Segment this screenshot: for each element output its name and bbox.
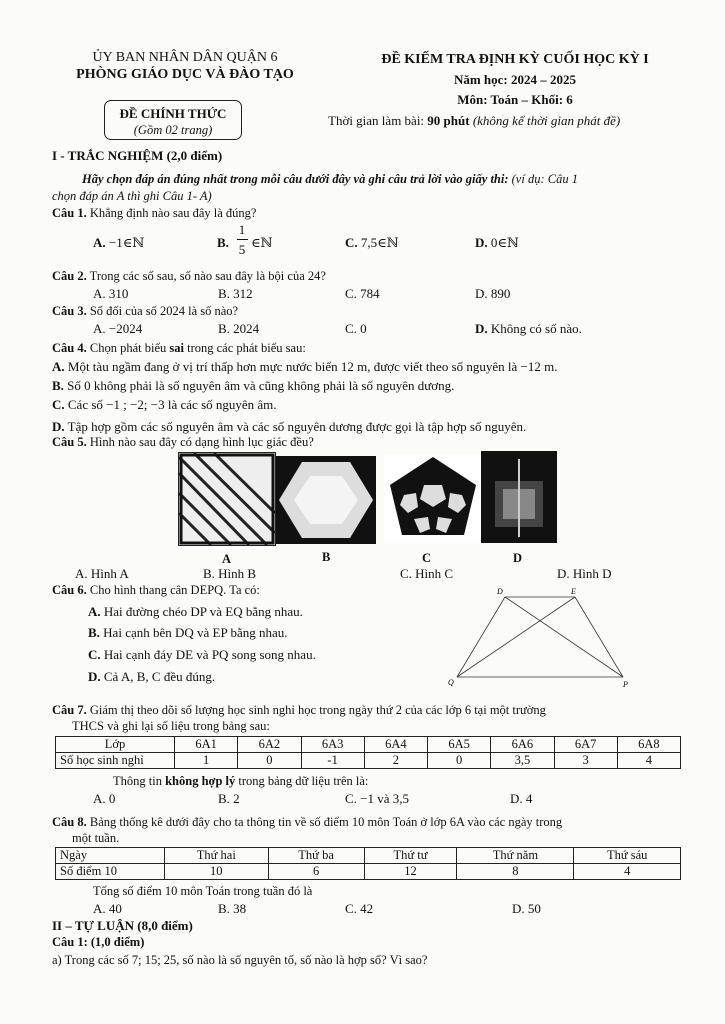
figure-b-caption: B — [322, 550, 331, 564]
q7-option-b: B. 2 — [218, 791, 240, 806]
figure-c-caption: C — [422, 551, 432, 565]
q8-option-b: B. 38 — [218, 901, 247, 916]
table-header-cell: Số điểm 10 — [56, 864, 165, 880]
table-cell: 6A1 — [175, 737, 238, 753]
table-cell: -1 — [301, 753, 364, 769]
q3-stem: Câu 3. Số đối của số 2024 là số nào? — [52, 304, 239, 318]
q6-option-a: A. Hai đường chéo DP và EQ bằng nhau. — [88, 604, 303, 619]
q4-option-d: D. Tập hợp gồm các số nguyên âm và các số nguyên dương được gọi là tập hợp số nguyên. — [52, 419, 527, 434]
q7-prompt: Thông tin không hợp lý trong bảng dữ liệu trên là: — [113, 774, 369, 788]
absence-table — [55, 736, 681, 769]
figure-a-image — [178, 452, 276, 546]
table-header-cell: Số học sinh nghỉ — [56, 753, 175, 769]
table-cell: 6A6 — [491, 737, 554, 753]
table-cell: 6A4 — [364, 737, 427, 753]
department-name: PHÒNG GIÁO DỤC VÀ ĐÀO TẠO — [76, 67, 294, 82]
q3-option-d: D. Không có số nào. — [475, 321, 582, 336]
score-table — [55, 847, 681, 880]
q8-stem: Câu 8. Bảng thống kê dưới đây cho ta thông tin về số điểm 10 môn Toán ở lớp 6A vào các ngày trong — [52, 815, 563, 829]
vertex-q-label: Q — [448, 678, 454, 687]
q5-stem: Câu 5. Hình nào sau đây có dạng hình lục giác đều? — [52, 435, 314, 449]
table-cell: 2 — [364, 753, 427, 769]
authority-name: ỦY BAN NHÂN DÂN QUẬN 6 — [92, 50, 278, 65]
q6-option-b: B. Hai cạnh bên DQ và EP bằng nhau. — [88, 625, 288, 640]
trapezoid-figure — [445, 585, 635, 690]
q5-option-b: B. Hình B — [203, 566, 257, 581]
table-cell: Thứ hai — [165, 848, 269, 864]
q5-option-c: C. Hình C — [400, 566, 454, 581]
q8-prompt: Tổng số điểm 10 môn Toán trong tuần đó là — [93, 884, 313, 898]
table-cell: 6 — [268, 864, 364, 880]
school-year: Năm học: 2024 – 2025 — [453, 72, 577, 87]
table-row — [56, 753, 681, 769]
q4-option-a: A. Một tàu ngầm đang ở vị trí thấp hơn mực nước biển 12 m, được viết theo số nguyên là −12 m. — [52, 359, 558, 374]
table-cell: Thứ sáu — [574, 848, 681, 864]
table-cell: 0 — [428, 753, 491, 769]
q8-option-a: A. 40 — [93, 901, 122, 916]
table-cell: 6A2 — [238, 737, 301, 753]
q7-stem: Câu 7. Giám thị theo dõi số lượng học sinh nghỉ học trong ngày thứ 2 của các lớp 6 tại một trường — [52, 703, 546, 717]
q7-option-a: A. 0 — [93, 791, 116, 806]
table-row — [56, 864, 681, 880]
part1-heading: I - TRẮC NGHIỆM (2,0 điểm) — [52, 148, 223, 163]
pages-note: (Gồm 02 trang) — [133, 123, 213, 137]
subject: Môn: Toán – Khối: 6 — [457, 92, 573, 107]
q3-option-c: C. 0 — [345, 321, 367, 336]
figure-b-image — [276, 456, 376, 544]
table-cell: 6A7 — [554, 737, 617, 753]
table-cell: 4 — [617, 753, 680, 769]
table-row — [56, 737, 681, 753]
q2-option-c: C. 784 — [345, 286, 380, 301]
table-cell: 10 — [165, 864, 269, 880]
table-cell: Thứ năm — [457, 848, 574, 864]
q2-option-d: D. 890 — [475, 286, 511, 301]
vertex-d-label: D — [497, 587, 503, 596]
q2-option-b: B. 312 — [218, 286, 253, 301]
q2-stem: Câu 2. Trong các số sau, số nào sau đây là bội của 24? — [52, 269, 326, 283]
table-cell: 0 — [238, 753, 301, 769]
table-cell: 8 — [457, 864, 574, 880]
figure-d-caption: D — [513, 551, 523, 565]
figure-d-image — [481, 451, 557, 543]
table-cell: 12 — [364, 864, 457, 880]
essay-q1a: a) Trong các số 7; 15; 25, số nào là số nguyên tố, số nào là hợp số? Vì sao? — [52, 953, 428, 967]
q7-option-c: C. −1 và 3,5 — [345, 791, 410, 806]
table-row — [56, 848, 681, 864]
part1-instruction: Hãy chọn đáp án đúng nhất trong mỗi câu dưới đây và ghi câu trả lời vào giấy thi: (ví dụ: Câu 1 chọn đáp án A thì ghi Câu 1- A) — [52, 172, 578, 203]
table-cell: Thứ ba — [268, 848, 364, 864]
figure-a-drawing — [179, 453, 275, 545]
part2-heading: II – TỰ LUẬN (8,0 điểm) — [52, 918, 193, 933]
q4-stem: Câu 4. Chọn phát biểu sai trong các phát biểu sau: — [52, 341, 306, 355]
table-header-cell: Lớp — [56, 737, 175, 753]
q1-option-c: C. 7,5∈ℕ — [345, 235, 399, 250]
q1-option-a: A. −1∈ℕ — [93, 235, 145, 250]
q6-stem: Câu 6. Cho hình thang cân DEPQ. Ta có: — [52, 583, 260, 597]
q1-option-d: D. 0∈ℕ — [475, 235, 519, 250]
q1-stem: Câu 1. Khẳng định nào sau đây là đúng? — [52, 206, 257, 220]
figure-b-drawing — [276, 456, 376, 544]
q2-option-a: A. 310 — [93, 286, 129, 301]
q8-stem-cont: một tuần. — [72, 831, 120, 845]
figure-c-drawing — [384, 455, 482, 543]
table-cell: 1 — [175, 753, 238, 769]
q6-option-c: C. Hai cạnh đáy DE và PQ song song nhau. — [88, 647, 316, 662]
figure-d-drawing — [481, 451, 557, 543]
table-cell: 3,5 — [491, 753, 554, 769]
vertex-p-label: P — [623, 680, 628, 689]
figure-c-image — [384, 455, 482, 543]
q3-option-a: A. −2024 — [93, 321, 143, 336]
q7-stem-cont: THCS và ghi lại số liệu trong bảng sau: — [72, 719, 270, 733]
table-cell: 4 — [574, 864, 681, 880]
q8-option-d: D. 50 — [512, 901, 541, 916]
q4-option-c: C. Các số −1 ; −2; −3 là các số nguyên âm. — [52, 397, 277, 412]
q5-option-a: A. Hình A — [75, 566, 129, 581]
figure-a-caption: A — [222, 552, 232, 566]
table-cell: 3 — [554, 753, 617, 769]
table-cell: 6A3 — [301, 737, 364, 753]
q4-option-b: B. Số 0 không phải là số nguyên âm và cũng không phải là số nguyên dương. — [52, 378, 455, 393]
exam-time: Thời gian làm bài: 90 phút (không kể thời gian phát đề) — [328, 113, 621, 128]
official-label: ĐỀ CHÍNH THỨC — [119, 106, 227, 121]
q7-option-d: D. 4 — [510, 791, 533, 806]
table-cell: 6A8 — [617, 737, 680, 753]
q8-option-c: C. 42 — [345, 901, 374, 916]
table-cell: Thứ tư — [364, 848, 457, 864]
q3-option-b: B. 2024 — [218, 321, 260, 336]
essay-q1-heading: Câu 1: (1,0 điểm) — [52, 935, 145, 949]
q5-option-d: D. Hình D — [557, 566, 612, 581]
q6-option-d: D. Cả A, B, C đều đúng. — [88, 669, 216, 684]
vertex-e-label: E — [571, 587, 576, 596]
official-stamp-box — [104, 100, 242, 140]
table-cell: 6A5 — [428, 737, 491, 753]
table-header-cell: Ngày — [56, 848, 165, 864]
exam-title: ĐỀ KIẾM TRA ĐỊNH KỲ CUỐI HỌC KỲ I — [381, 52, 649, 67]
